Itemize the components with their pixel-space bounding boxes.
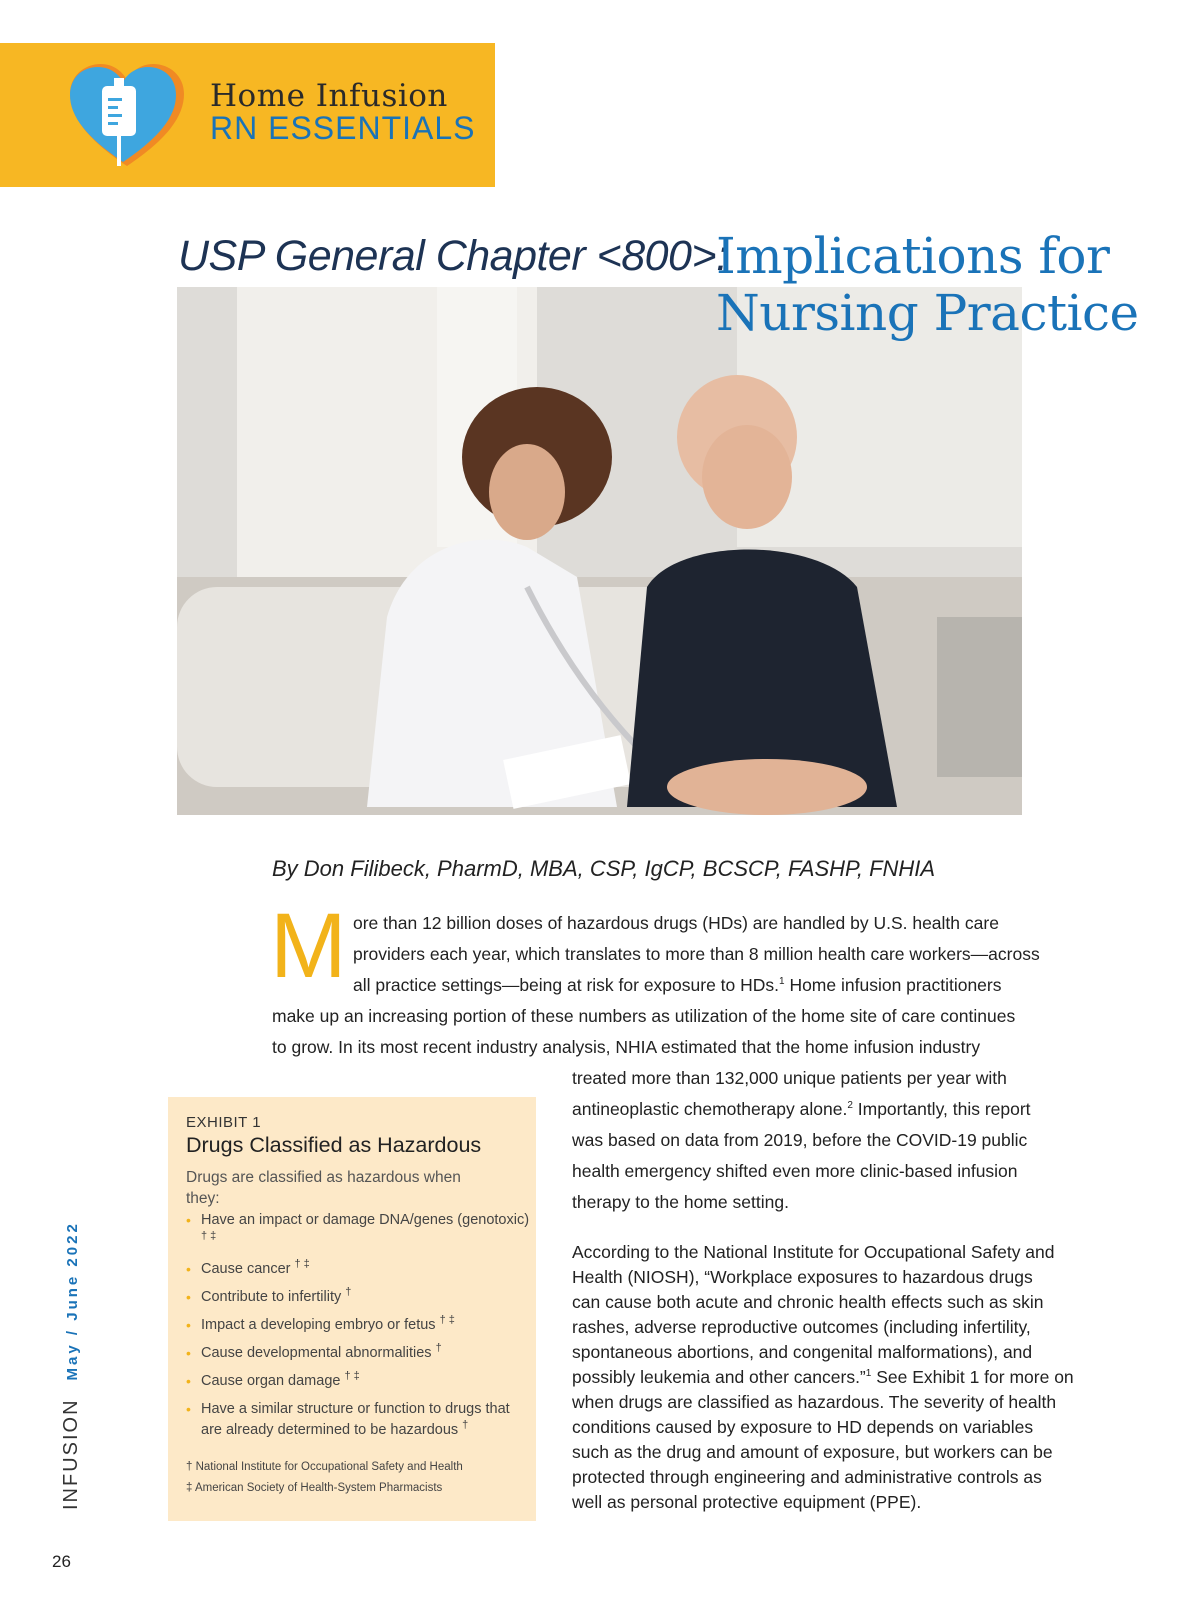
magazine-name: INFUSION bbox=[60, 1398, 82, 1510]
brand-title: Home Infusion bbox=[210, 78, 448, 114]
item-text: Have an impact or damage DNA/genes (genotoxic) bbox=[201, 1212, 530, 1228]
item-marks: † bbox=[345, 1286, 352, 1299]
list-item bbox=[186, 1371, 531, 1392]
intro-a-line-3 bbox=[353, 970, 1078, 1001]
para2-line-6-tail: See Exhibit 1 for more on bbox=[871, 1367, 1074, 1387]
bullet: • bbox=[186, 1212, 191, 1228]
item-marks: † ‡ bbox=[294, 1258, 310, 1271]
item-marks: † bbox=[462, 1419, 469, 1432]
drop-cap: M bbox=[270, 895, 347, 997]
intro-paragraph-part-1 bbox=[353, 908, 1078, 1001]
exhibit-list bbox=[186, 1210, 531, 1448]
intro-a-line-1: ore than 12 billion doses of hazardous drugs (HDs) are handled by U.S. health care bbox=[353, 913, 999, 933]
exhibit-label: EXHIBIT 1 bbox=[186, 1114, 262, 1131]
intro-paragraph-part-3 bbox=[572, 1063, 1072, 1218]
headline-line-2: Nursing Practice bbox=[716, 284, 1139, 342]
list-item bbox=[186, 1210, 531, 1252]
para2-line-7: when drugs are classified as hazardous. The severity of health bbox=[572, 1392, 1057, 1412]
item-text: Have a similar structure or function to drugs that are already determined to be hazardous bbox=[201, 1401, 510, 1438]
intro-c-line-2 bbox=[572, 1094, 1072, 1125]
footnote-ref-1: 1 bbox=[779, 976, 785, 988]
intro-c-line-2-text: antineoplastic chemotherapy alone. bbox=[572, 1099, 848, 1119]
para2-line-11: well as personal protective equipment (PPE). bbox=[572, 1492, 922, 1512]
item-marks: † bbox=[435, 1342, 442, 1355]
exhibit-title: Drugs Classified as Hazardous bbox=[186, 1133, 482, 1157]
para2-line-9: such as the drug and amount of exposure, but workers can be bbox=[572, 1442, 1053, 1462]
footnote-ref-2: 2 bbox=[847, 1100, 853, 1112]
intro-a-line-3-text: all practice settings—being at risk for exposure to HDs. bbox=[353, 975, 780, 995]
intro-a-line-3-tail: Home infusion practitioners bbox=[784, 975, 1002, 995]
para2-line-6-text: possibly leukemia and other cancers.” bbox=[572, 1367, 866, 1387]
vertical-folio bbox=[60, 1221, 83, 1510]
item-marks: † ‡ bbox=[439, 1314, 455, 1327]
exhibit-footnote-1: † National Institute for Occupational Safety and Health bbox=[186, 1461, 463, 1473]
list-item bbox=[186, 1399, 531, 1441]
exhibit-box bbox=[168, 1097, 536, 1521]
list-item bbox=[186, 1259, 531, 1280]
para2-line-4: rashes, adverse reproductive outcomes (including infertility, bbox=[572, 1317, 1031, 1337]
intro-c-line-1: treated more than 132,000 unique patients per year with bbox=[572, 1068, 1007, 1088]
para2-line-6 bbox=[572, 1365, 1092, 1390]
issue-date: May / June 2022 bbox=[64, 1221, 81, 1381]
para2-line-3: can cause both acute and chronic health effects such as skin bbox=[572, 1292, 1044, 1312]
bullet: • bbox=[186, 1317, 191, 1333]
list-item bbox=[186, 1287, 531, 1308]
para2-line-5: spontaneous abortions, and congenital malformations), and bbox=[572, 1342, 1033, 1362]
article-headline bbox=[716, 228, 1196, 342]
exhibit-footnotes bbox=[186, 1457, 463, 1499]
list-item bbox=[186, 1343, 531, 1364]
body-paragraph-2 bbox=[572, 1240, 1092, 1515]
item-text: Cause cancer bbox=[201, 1261, 291, 1277]
article-kicker: USP General Chapter <800>: bbox=[178, 232, 728, 280]
page-number: 26 bbox=[52, 1552, 71, 1571]
intro-b-line-2: to grow. In its most recent industry analysis, NHIA estimated that the home infusion industry bbox=[272, 1037, 981, 1057]
intro-b-line-1: make up an increasing portion of these numbers as utilization of the home site of care continues bbox=[272, 1006, 1016, 1026]
exhibit-lead: Drugs are classified as hazardous when they: bbox=[186, 1169, 461, 1207]
para2-line-1: According to the National Institute for Occupational Safety and bbox=[572, 1242, 1055, 1262]
bullet: • bbox=[186, 1373, 191, 1389]
para2-line-8: conditions caused by exposure to HD depends on variables bbox=[572, 1417, 1034, 1437]
article-byline: By Don Filibeck, PharmD, MBA, CSP, IgCP, BCSCP, FASHP, FNHIA bbox=[272, 856, 936, 881]
bullet: • bbox=[186, 1261, 191, 1277]
headline-line-1: Implications for bbox=[716, 227, 1110, 285]
item-text: Cause organ damage bbox=[201, 1373, 341, 1389]
item-text: Contribute to infertility bbox=[201, 1289, 342, 1305]
intro-c-line-2-tail: Importantly, this report bbox=[852, 1099, 1031, 1119]
bullet: • bbox=[186, 1289, 191, 1305]
item-marks: † ‡ bbox=[201, 1230, 217, 1243]
intro-c-line-4: health emergency shifted even more clinic-based infusion bbox=[572, 1161, 1018, 1181]
item-marks: † ‡ bbox=[344, 1370, 360, 1383]
item-text: Impact a developing embryo or fetus bbox=[201, 1317, 436, 1333]
intro-a-line-2: providers each year, which translates to more than 8 million health care workers—across bbox=[353, 944, 1040, 964]
intro-c-line-5: therapy to the home setting. bbox=[572, 1192, 789, 1212]
heart-iv-bag-icon bbox=[68, 62, 186, 172]
intro-c-line-3: was based on data from 2019, before the COVID-19 public bbox=[572, 1130, 1028, 1150]
footnote-ref-3: 1 bbox=[865, 1368, 872, 1380]
list-item bbox=[186, 1315, 531, 1336]
exhibit-footnote-2: ‡ American Society of Health-System Pharmacists bbox=[186, 1482, 443, 1494]
brand-subtitle: RN ESSENTIALS bbox=[210, 110, 476, 146]
para2-line-10: protected through engineering and administrative controls as bbox=[572, 1467, 1042, 1487]
item-text: Cause developmental abnormalities bbox=[201, 1345, 432, 1361]
intro-paragraph-part-2 bbox=[272, 1001, 1072, 1063]
para2-line-2: Health (NIOSH), “Workplace exposures to hazardous drugs bbox=[572, 1267, 1033, 1287]
bullet: • bbox=[186, 1401, 191, 1417]
bullet: • bbox=[186, 1345, 191, 1361]
nurse-patient-photo bbox=[177, 287, 1022, 815]
